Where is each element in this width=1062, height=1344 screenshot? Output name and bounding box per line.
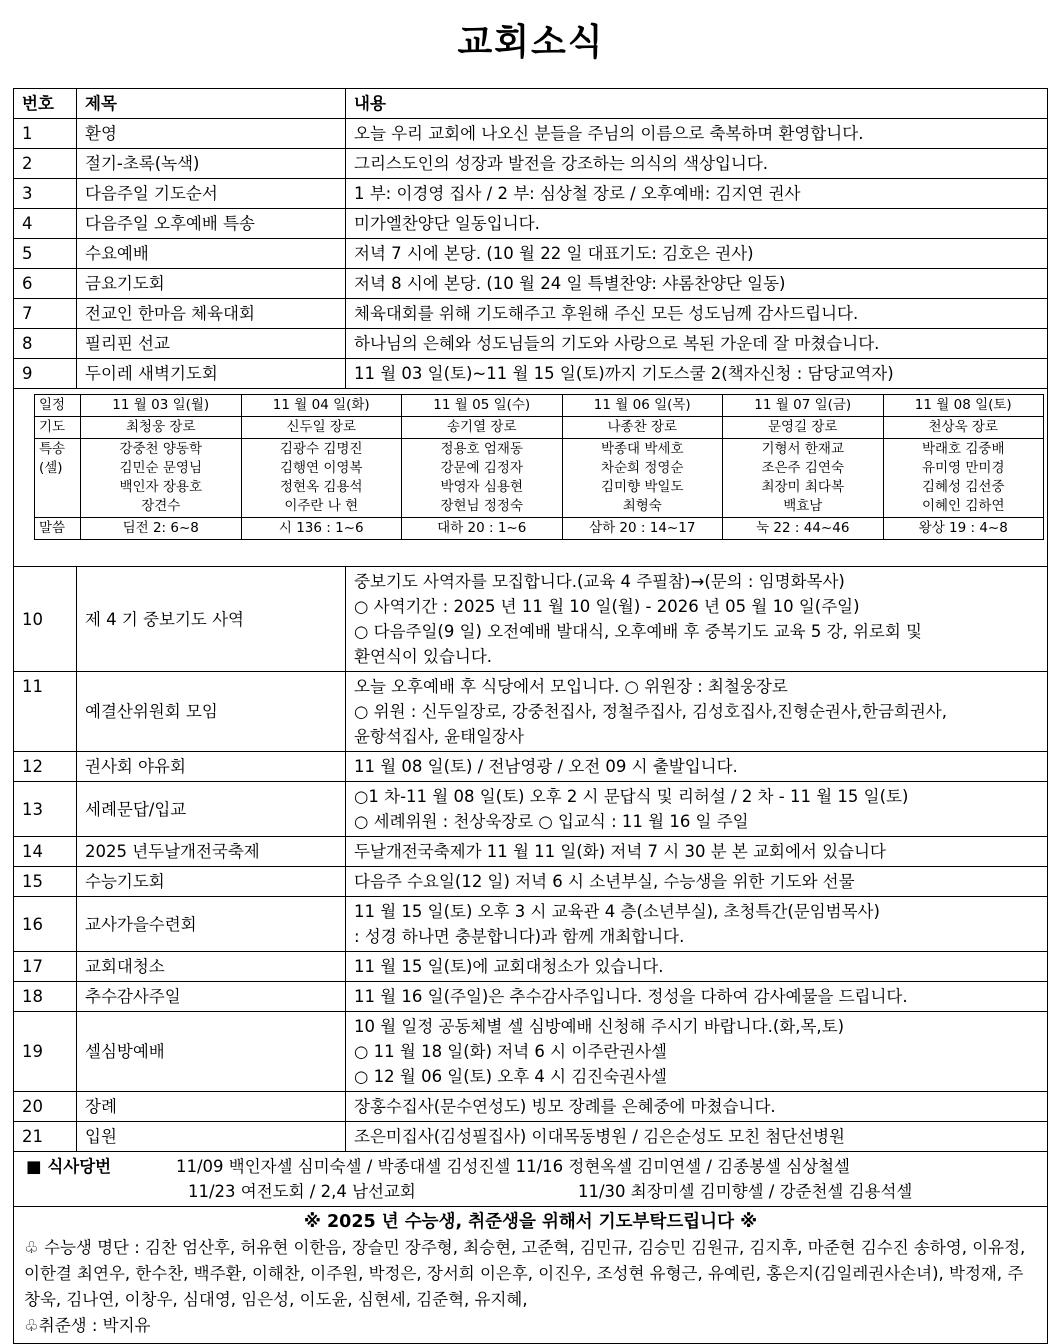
content-line: 11 월 15 일(토) 오후 3 시 교육관 4 층(소년부실), 초청특간(문임범목사) [354,902,880,921]
schedule-date-cell: 11 월 03 일(월) [81,395,242,417]
schedule-prayer-cell: 신두일 장로 [241,417,402,439]
row-subject: 제 4 기 중보기도 사역 [77,567,346,672]
row-content [346,1092,1048,1122]
row-subject: 다음주일 오후예배 특송 [77,209,346,239]
schedule-label: 특송 (셀) [35,439,81,518]
schedule-special-cell: 박종대 박세호 차순희 정영순 김미향 박일도 최형숙 [562,439,723,518]
row-number: 6 [14,269,77,299]
row-subject: 두이레 새벽기도회 [77,359,346,389]
row-number: 12 [14,752,77,782]
row-content [346,567,1048,672]
schedule-date-cell: 11 월 08 일(토) [883,395,1044,417]
row-subject: 필리핀 선교 [77,329,346,359]
row-number: 9 [14,359,77,389]
schedule-word-cell: 왕상 19 : 4~8 [883,518,1044,540]
row-number: 3 [14,179,77,209]
schedule-special-cell: 강중천 양동학 김민순 문영님 백인자 장용호 장견수 [81,439,242,518]
content-line: 11 월 16 일(주일)은 추수감사주입니다. 정성을 다하여 감사예물을 드립니다. [354,987,908,1006]
row-subject: 입원 [77,1122,346,1152]
schedule-word-row [35,518,1044,540]
row-number: 18 [14,982,77,1012]
content-line: 저녁 7 시에 본당. (10 월 22 일 대표기도: 김호은 권사) [354,244,754,263]
schedule-prayer-cell: 송기열 장로 [402,417,563,439]
prayer-request [13,1207,1048,1344]
content-line: ○ 세례위원 : 천상욱장로 ○ 입교식 : 11 월 16 일 주일 [354,812,749,831]
news-row [14,359,1048,389]
row-content [346,359,1048,389]
row-content [346,299,1048,329]
content-line: 11 월 03 일(토)~11 월 15 일(토)까지 기도스쿨 2(책자신청 : 담당교역자) [354,364,894,383]
schedule-prayer-cell: 최청웅 장로 [81,417,242,439]
meal-duty-line2a: 11/23 여전도회 / 2,4 남선교회 [188,1182,416,1201]
news-row [14,867,1048,897]
row-content [346,329,1048,359]
row-content [346,119,1048,149]
row-content [346,837,1048,867]
row-content [346,982,1048,1012]
row-number: 14 [14,837,77,867]
row-number: 17 [14,952,77,982]
news-container [13,88,1048,1344]
row-subject: 전교인 한마음 체육대회 [77,299,346,329]
meal-duty [13,1152,1048,1207]
content-line: ○ 위원 : 신두일장로, 강중천집사, 정철주집사, 김성호집사,진형순권사,한금희권사, [354,702,947,721]
content-line: 환연식이 있습니다. [354,647,493,666]
row-content [346,149,1048,179]
news-row [14,982,1048,1012]
row-subject: 권사회 야유회 [77,752,346,782]
row-subject: 2025 년두날개전국축제 [77,837,346,867]
row-content [346,209,1048,239]
row-subject: 금요기도회 [77,269,346,299]
row-number: 11 [14,672,77,752]
row-subject: 수능기도회 [77,867,346,897]
news-row [14,1122,1048,1152]
header-content: 내용 [346,89,1048,119]
row-content [346,672,1048,752]
schedule-special-cell: 정용호 엄재동 강문예 김정자 박영자 심용현 장현님 정정숙 [402,439,563,518]
news-row [14,239,1048,269]
row-subject: 셀심방예배 [77,1012,346,1092]
exam-student-list: ♧ 수능생 명단 : 김찬 엄산후, 허유현 이한음, 장슬민 장주형, 최승현, 고준혁, 김민규, 김승민 김원규, 김지후, 마준현 김수진 송하영, 이유정, 이한결 최연우, 한수찬, 백주환, 이해찬, 이주원, 박정은, 장서희 이은후, 이진우, 조성현 유형근, 유예린, 홍은지(김일레권사손녀), 박정재, 주창욱, 김나연, 이창우, 심대영, 임은성, 이도윤, 심현세, 김준혁, 유지혜, [24,1238,1026,1309]
row-number: 1 [14,119,77,149]
news-row [14,672,1048,752]
schedule-row [14,389,1048,567]
row-number: 20 [14,1092,77,1122]
row-content [346,867,1048,897]
content-line: 윤항석집사, 윤태일장사 [354,727,524,746]
content-line: 11 월 08 일(토) / 전남영광 / 오전 09 시 출발입니다. [354,757,738,776]
row-number: 2 [14,149,77,179]
content-line: 중보기도 사역자를 모집합니다.(교육 4 주필참)→(문의 : 임명화목사) [354,572,845,591]
job-seeker-list: ♧취준생 : 박지유 [24,1316,151,1335]
schedule-special-row [35,439,1044,518]
schedule-date-row [35,395,1044,417]
schedule-date-cell: 11 월 07 일(금) [723,395,884,417]
content-line: : 성경 하나면 충분합니다)과 함께 개최합니다. [354,927,685,946]
row-content [346,782,1048,837]
row-number: 21 [14,1122,77,1152]
header-subject: 제목 [77,89,346,119]
content-line: 10 월 일정 공동체별 셀 심방예배 신청해 주시기 바랍니다.(화,목,토) [354,1017,845,1036]
row-content [346,1122,1048,1152]
row-content [346,269,1048,299]
news-row [14,329,1048,359]
schedule-prayer-cell: 천상욱 장로 [883,417,1044,439]
schedule-label: 일정 [35,395,81,417]
row-number: 16 [14,897,77,952]
schedule-date-cell: 11 월 06 일(목) [562,395,723,417]
news-row [14,1092,1048,1122]
news-row [14,149,1048,179]
schedule-special-cell: 박래호 김중배 유미영 만미경 김혜성 김선중 이혜인 김하연 [883,439,1044,518]
schedule-label: 말씀 [35,518,81,540]
content-line: ○ 다음주일(9 일) 오전예배 발대식, 오후예배 후 중복기도 교육 5 강, 위로회 및 [354,622,922,641]
schedule-prayer-cell: 나종찬 장로 [562,417,723,439]
meal-duty-line2b: 11/30 최장미셀 김미향셀 / 강준천셀 김용석셀 [578,1182,913,1201]
news-row [14,782,1048,837]
schedule-label: 기도 [35,417,81,439]
row-subject: 환영 [77,119,346,149]
row-subject: 절기-초록(녹색) [77,149,346,179]
row-number: 10 [14,567,77,672]
row-number: 15 [14,867,77,897]
row-content [346,179,1048,209]
schedule-prayer-row [35,417,1044,439]
schedule-special-cell: 김광수 김명진 김행연 이영복 정현옥 김용석 이주란 나 현 [241,439,402,518]
row-number: 13 [14,782,77,837]
schedule-cell [14,389,1048,567]
content-line: 1 부: 이경영 집사 / 2 부: 심상철 장로 / 오후예배: 김지연 권사 [354,184,801,203]
row-subject: 교회대청소 [77,952,346,982]
schedule-table [34,394,1044,540]
header-no: 번호 [14,89,77,119]
content-line: 미가엘찬양단 일동입니다. [354,214,540,233]
news-row [14,179,1048,209]
content-line: 다음주 수요일(12 일) 저녁 6 시 소년부실, 수능생을 위한 기도와 선물 [354,872,855,891]
content-line: 장홍수집사(문수연성도) 빙모 장례를 은혜중에 마쳤습니다. [354,1097,776,1116]
row-content [346,239,1048,269]
news-row [14,209,1048,239]
row-subject: 세례문답/입교 [77,782,346,837]
row-subject: 장례 [77,1092,346,1122]
row-subject: 수요예배 [77,239,346,269]
content-line: 하나님의 은혜와 성도님들의 기도와 사랑으로 복된 가운데 잘 마쳤습니다. [354,334,880,353]
content-line: 저녁 8 시에 본당. (10 월 24 일 특별찬양: 샤롬찬양단 일동) [354,274,786,293]
news-table [13,88,1048,1152]
schedule-special-cell: 기형서 한재교 조은주 김연숙 최장미 최다복 백효남 [723,439,884,518]
content-line: ○1 차-11 월 08 일(토) 오후 2 시 문답식 및 리허설 / 2 차 - 11 월 15 일(토) [354,787,909,806]
content-line: ○ 사역기간 : 2025 년 11 월 10 일(월) - 2026 년 05 월 10 일(주일) [354,597,860,616]
content-line: 그리스도인의 성장과 발전을 강조하는 의식의 색상입니다. [354,154,769,173]
row-subject: 교사가을수련회 [77,897,346,952]
news-row [14,837,1048,867]
news-row [14,752,1048,782]
row-number: 4 [14,209,77,239]
content-line: 오늘 우리 교회에 나오신 분들을 주님의 이름으로 축복하며 환영합니다. [354,124,864,143]
row-content [346,752,1048,782]
row-number: 7 [14,299,77,329]
schedule-word-cell: 딤전 2: 6~8 [81,518,242,540]
table-header [14,89,1048,119]
schedule-word-cell: 삼하 20 : 14~17 [562,518,723,540]
row-content [346,897,1048,952]
schedule-date-cell: 11 월 04 일(화) [241,395,402,417]
content-line: 조은미집사(김성필집사) 이대목동병원 / 김은순성도 모친 첨단선병원 [354,1127,845,1146]
news-row [14,1012,1048,1092]
schedule-prayer-cell: 문영길 장로 [723,417,884,439]
row-content [346,952,1048,982]
content-line: 11 월 15 일(토)에 교회대청소가 있습니다. [354,957,664,976]
row-subject: 다음주일 기도순서 [77,179,346,209]
row-subject: 예결산위원회 모임 [77,672,346,752]
schedule-word-cell: 시 136 : 1~6 [241,518,402,540]
row-number: 5 [14,239,77,269]
content-line: ○ 12 월 06 일(토) 오후 4 시 김진숙권사셀 [354,1067,667,1086]
content-line: 체육대회를 위해 기도해주고 후원해 주신 모든 성도님께 감사드립니다. [354,304,859,323]
row-subject: 추수감사주일 [77,982,346,1012]
news-row [14,269,1048,299]
schedule-date-cell: 11 월 05 일(수) [402,395,563,417]
news-row [14,119,1048,149]
content-line: 오늘 오후예배 후 식당에서 모입니다. ○ 위원장 : 최철웅장로 [354,677,788,696]
news-row [14,567,1048,672]
news-row [14,299,1048,329]
row-number: 19 [14,1012,77,1092]
schedule-word-cell: 대하 20 : 1~6 [402,518,563,540]
content-line: 두날개전국축제가 11 월 11 일(화) 저녁 7 시 30 분 본 교회에서 있습니다 [354,842,886,861]
content-line: ○ 11 월 18 일(화) 저녁 6 시 이주란권사셀 [354,1042,667,1061]
prayer-heading: ※ 2025 년 수능생, 취준생을 위해서 기도부탁드립니다 ※ [303,1212,758,1232]
row-content [346,1012,1048,1092]
meal-duty-line1: 11/09 백인자셀 심미숙셀 / 박종대셀 김성진셀 11/16 정현옥셀 김미연셀 / 김종봉셀 심상철셀 [176,1157,850,1176]
schedule-word-cell: 눅 22 : 44~46 [723,518,884,540]
row-number: 8 [14,329,77,359]
page-title: 교회소식 [457,22,605,63]
meal-duty-label: ■ 식사당번 [26,1157,112,1176]
news-row [14,897,1048,952]
news-row [14,952,1048,982]
